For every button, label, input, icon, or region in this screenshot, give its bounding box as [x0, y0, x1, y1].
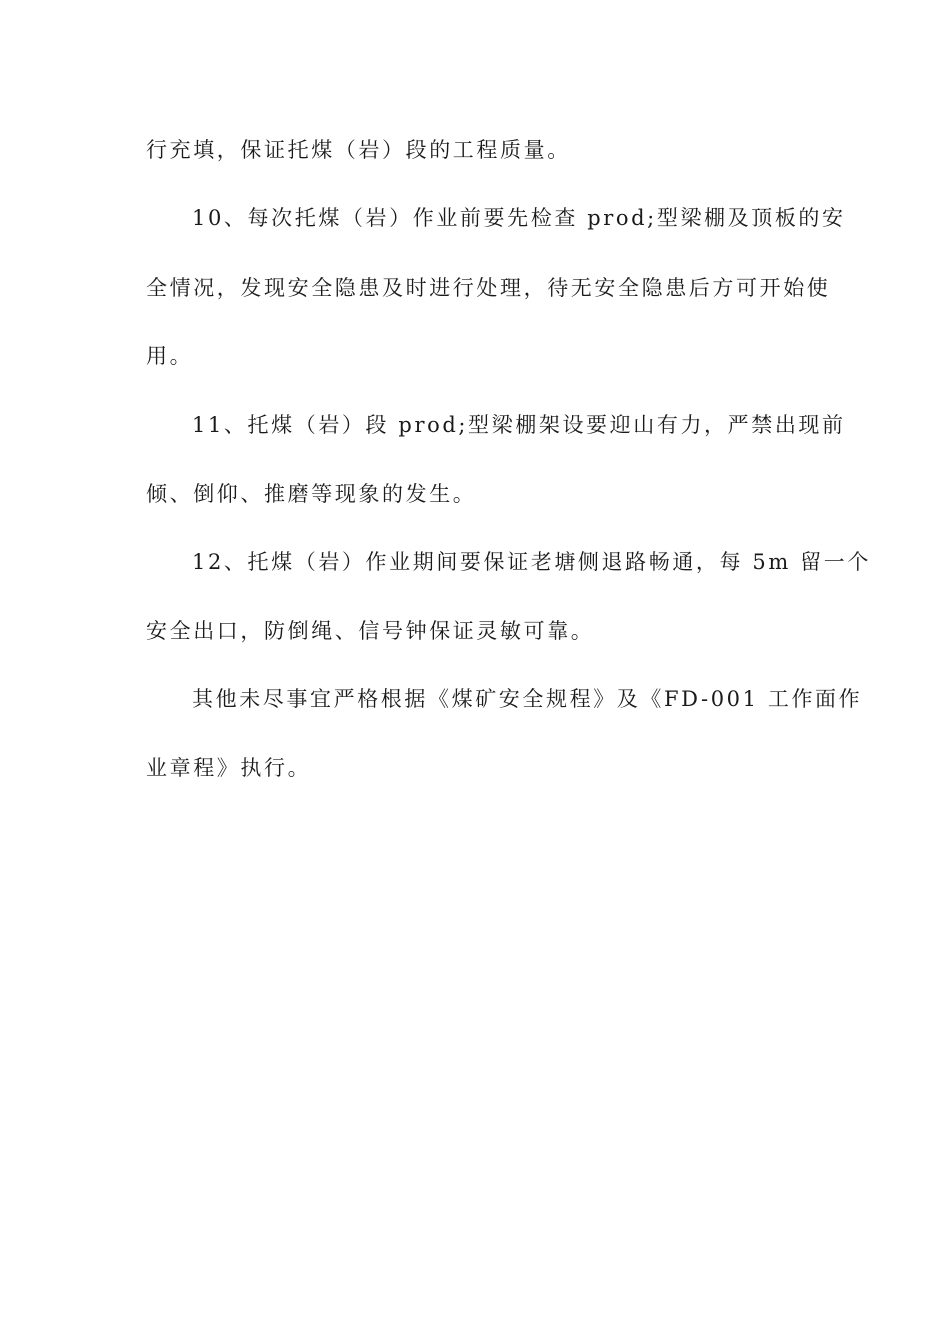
paragraph-10-line-2: 全情况，发现安全隐患及时进行处理，待无安全隐患后方可开始使	[146, 276, 831, 300]
paragraph-11-line-1: 11、托煤（岩）段 prod;型梁棚架设要迎山有力，严禁出现前	[192, 413, 846, 437]
paragraph-11-line-2: 倾、倒仰、推磨等现象的发生。	[146, 482, 477, 506]
paragraph-12-line-2: 安全出口，防倒绳、信号钟保证灵敏可靠。	[146, 619, 595, 643]
paragraph-10-line-3: 用。	[146, 344, 194, 368]
paragraph-10-line-1: 10、每次托煤（岩）作业前要先检查 prod;型梁棚及顶板的安	[192, 206, 846, 230]
closing-paragraph-line-1: 其他未尽事宜严格根据《煤矿安全规程》及《FD-001 工作面作	[192, 687, 863, 711]
paragraph-line: 行充填，保证托煤（岩）段的工程质量。	[146, 138, 571, 162]
closing-paragraph-line-2: 业章程》执行。	[146, 756, 312, 780]
paragraph-12-line-1: 12、托煤（岩）作业期间要保证老塘侧退路畅通，每 5m 留一个	[192, 550, 871, 574]
